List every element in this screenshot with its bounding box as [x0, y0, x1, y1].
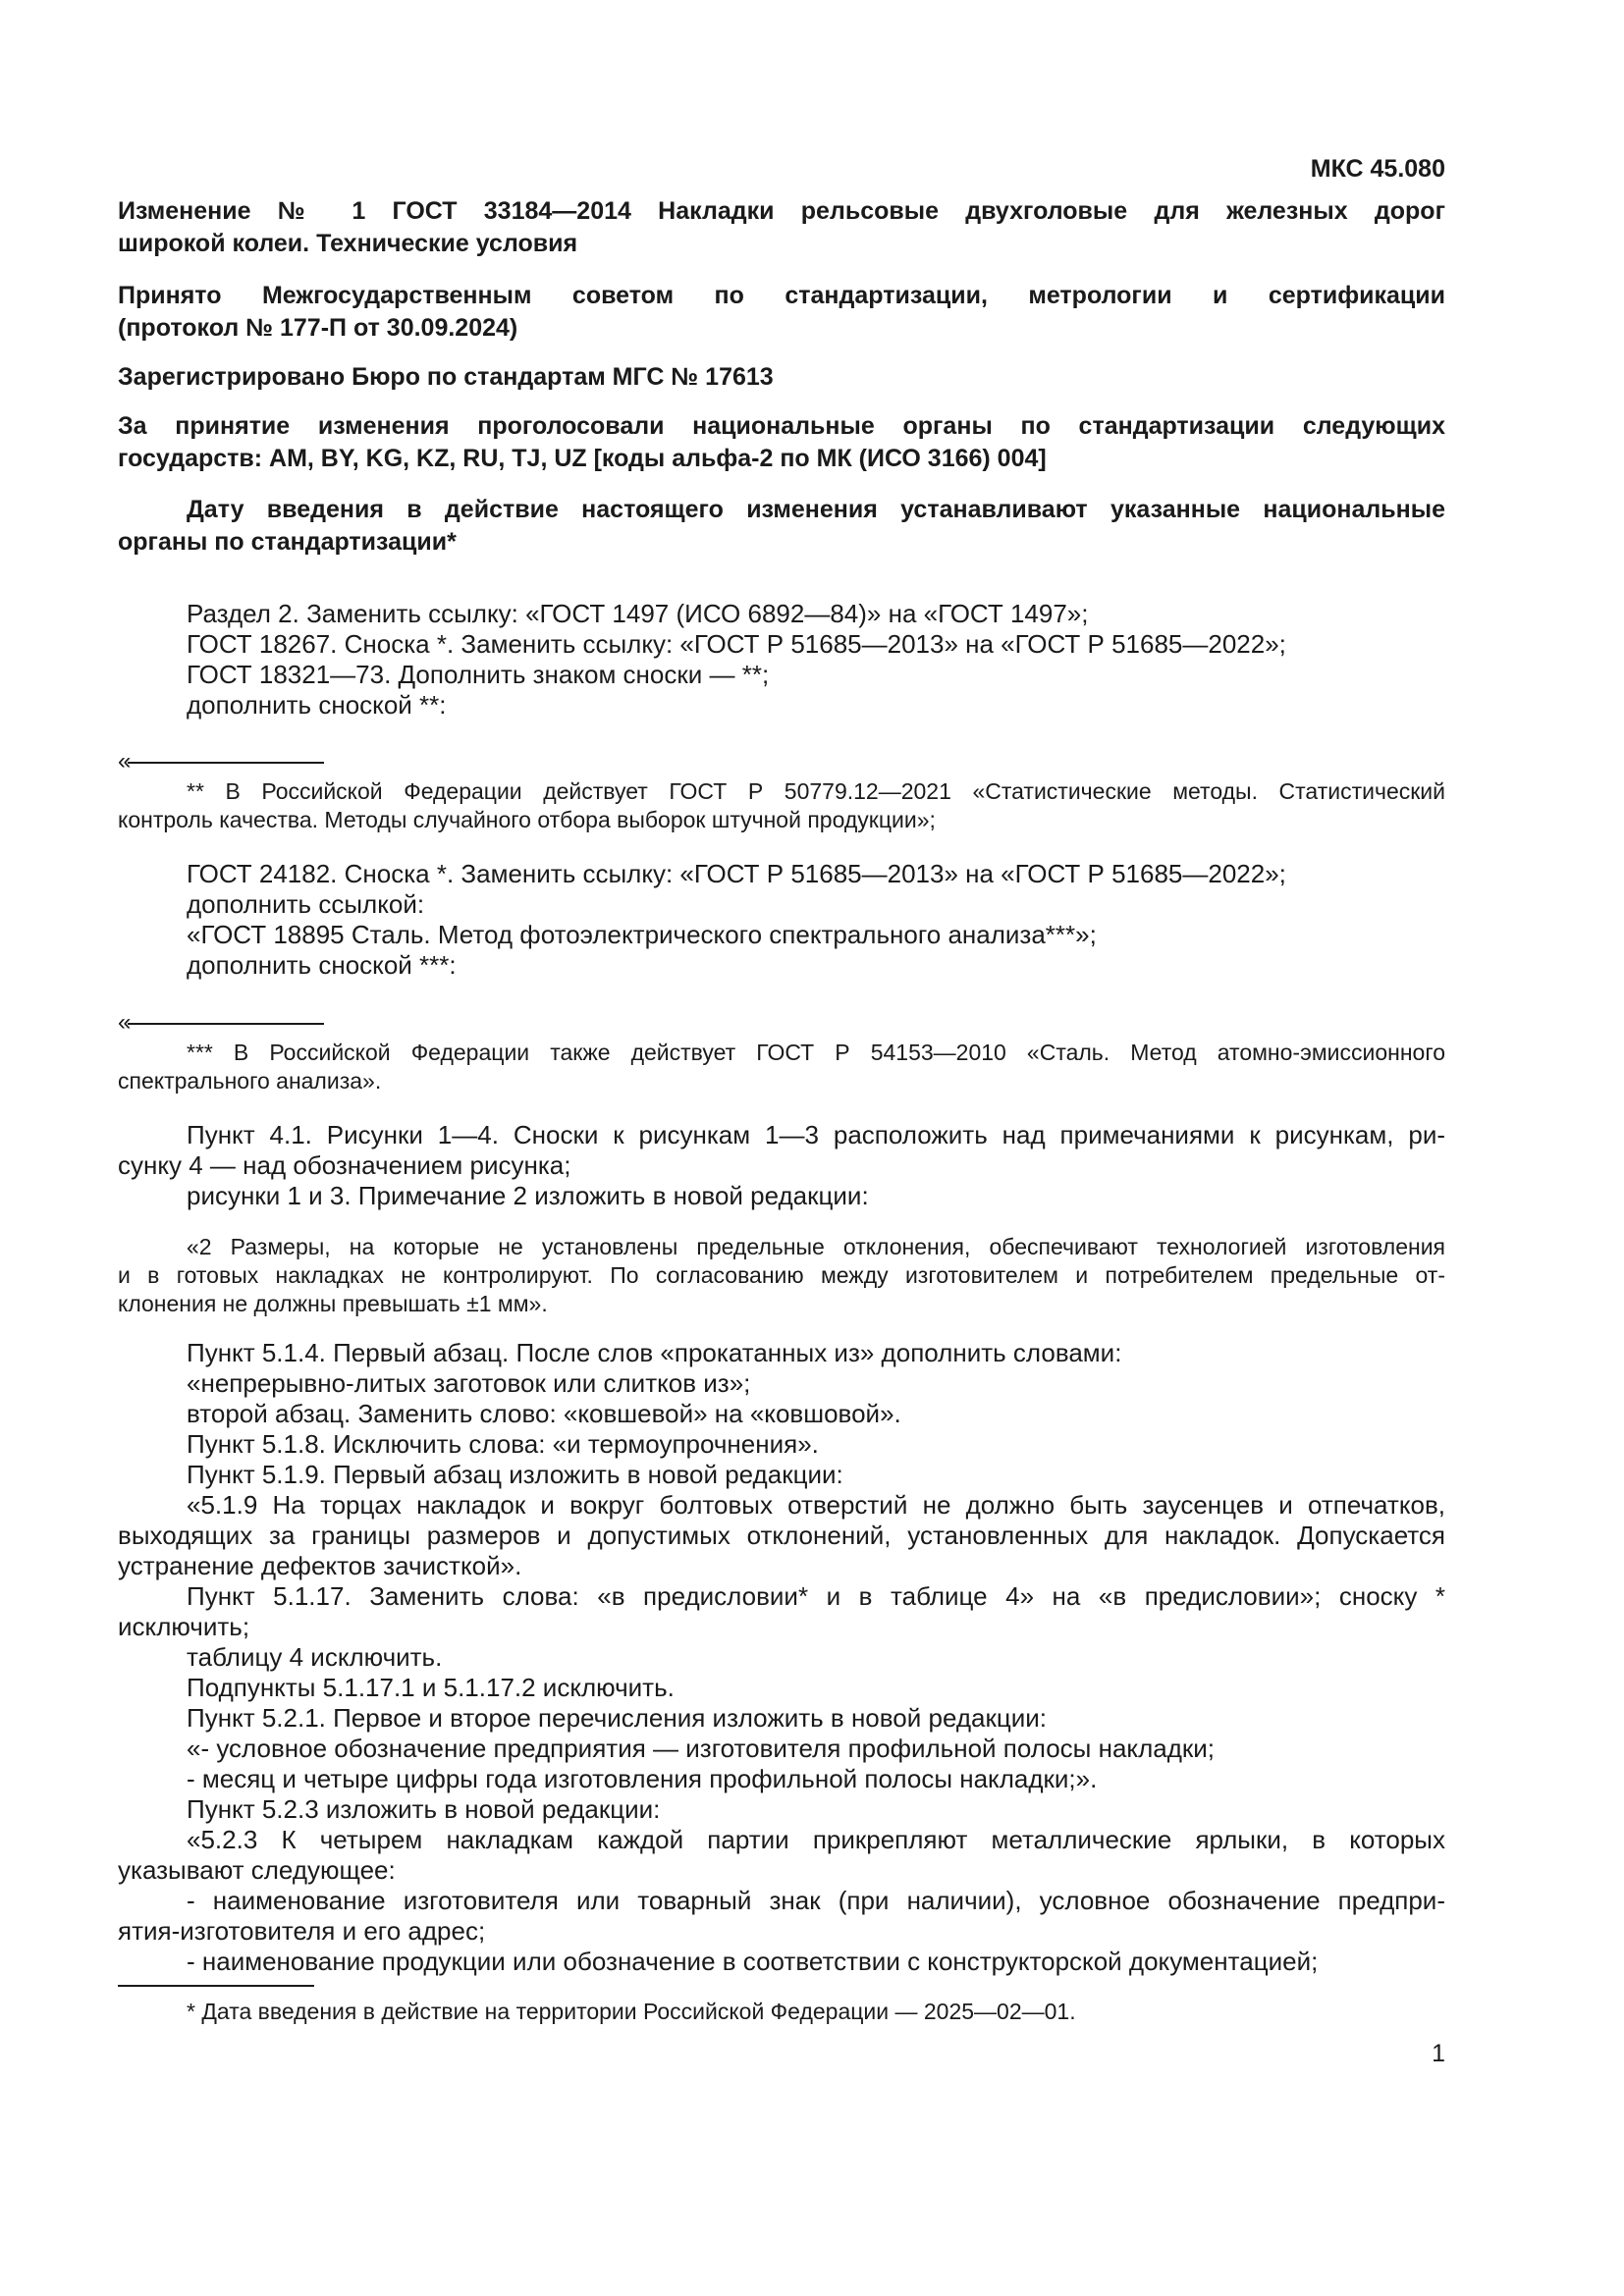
footnote-line: спектрального анализа».	[118, 1068, 382, 1094]
voted-line: государств: AM, BY, KG, KZ, RU, TJ, UZ [коды альфа-2 по МК (ИСО 3166) 004]	[118, 445, 1047, 472]
mks-code: МКС 45.080	[1310, 155, 1445, 183]
amendment-title-line: Изменение № 1 ГОСТ 33184—2014 Накладки рельсовые двухголовые для железных дорог	[118, 197, 1445, 225]
text-line: ГОСТ 18321—73. Дополнить знаком сноски — **;	[187, 660, 770, 689]
text-line: Пункт 5.2.3 изложить в новой редакции:	[187, 1794, 661, 1824]
amendment-title-line: широкой колеи. Технические условия	[118, 230, 578, 257]
text-line: «- условное обозначение предприятия — изготовителя профильной полосы накладки;	[187, 1734, 1215, 1763]
footnote-separator	[128, 762, 324, 764]
date-line: органы по стандартизации*	[118, 528, 457, 556]
text-line: сунку 4 — над обозначением рисунка;	[118, 1150, 571, 1180]
text-line: «5.1.9 На торцах накладок и вокруг болтовых отверстий не должно быть заусенцев и отпечатков,	[187, 1490, 1445, 1520]
text-line: дополнить ссылкой:	[187, 889, 425, 919]
text-line: Раздел 2. Заменить ссылку: «ГОСТ 1497 (ИСО 6892—84)» на «ГОСТ 1497»;	[187, 599, 1089, 628]
text-line: Пункт 5.1.4. Первый абзац. После слов «прокатанных из» дополнить словами:	[187, 1338, 1122, 1367]
date-line: Дату введения в действие настоящего изменения устанавливают указанные национальные	[187, 496, 1445, 523]
footnote-separator	[128, 1023, 324, 1025]
note-line: и в готовых накладках не контролируют. По согласованию между изготовителем и потребителем предельные от-	[118, 1262, 1445, 1288]
point-5-2-3-text	[118, 1825, 1445, 1977]
footnote-double-star	[118, 777, 1445, 834]
text-line: второй абзац. Заменить слово: «ковшевой» на «ковшовой».	[187, 1399, 901, 1428]
text-line: «непрерывно-литых заготовок или слитков из»;	[187, 1368, 751, 1398]
footnote-line: *** В Российской Федерации также действует ГОСТ Р 54153—2010 «Сталь. Метод атомно-эмиссионного	[187, 1040, 1445, 1065]
note-line: «2 Размеры, на которые не установлены предельные отклонения, обеспечивают технологией изготовления	[187, 1234, 1445, 1259]
point-5-1-9-text	[118, 1490, 1445, 1581]
text-line: «ГОСТ 18895 Сталь. Метод фотоэлектрического спектрального анализа***»;	[187, 920, 1097, 949]
text-line: «5.2.3 К четырем накладкам каждой партии прикрепляют металлические ярлыки, в которых	[187, 1825, 1445, 1854]
footnote-line: ** В Российской Федерации действует ГОСТ Р 50779.12—2021 «Статистические методы. Статистический	[187, 778, 1445, 804]
text-line: Подпункты 5.1.17.1 и 5.1.17.2 исключить.	[187, 1673, 675, 1702]
points-5-1-changes	[118, 1338, 1445, 1490]
point-5-1-17	[118, 1581, 1445, 1642]
amendment-title	[118, 195, 1445, 260]
page-number: 1	[1432, 2040, 1445, 2067]
text-line: ГОСТ 24182. Сноска *. Заменить ссылку: «ГОСТ Р 51685—2013» на «ГОСТ Р 51685—2022»;	[187, 859, 1286, 888]
section-2-changes	[118, 599, 1445, 721]
text-line: - наименование изготовителя или товарный знак (при наличии), условное обозначение предпри-	[187, 1886, 1445, 1915]
text-line: - месяц и четыре цифры года изготовления профильной полосы накладки;».	[187, 1764, 1098, 1793]
text-line: выходящих за границы размеров и допустимых отклонений, установленных для накладок. Допускается	[118, 1521, 1445, 1550]
voted-line: За принятие изменения проголосовали национальные органы по стандартизации следующих	[118, 412, 1445, 440]
text-line: ГОСТ 18267. Сноска *. Заменить ссылку: «ГОСТ Р 51685—2013» на «ГОСТ Р 51685—2022»;	[187, 629, 1286, 659]
introduction-date-statement	[118, 494, 1445, 559]
text-line: Пункт 5.1.9. Первый абзац изложить в новой редакции:	[187, 1460, 843, 1489]
text-line: ятия-изготовителя и его адрес;	[118, 1916, 486, 1946]
text-line: Пункт 5.1.17. Заменить слова: «в предисловии* и в таблице 4» на «в предисловии»; сноску *	[187, 1581, 1445, 1611]
text-line: дополнить сноской ***:	[187, 950, 457, 980]
accepted-line: (протокол № 177-П от 30.09.2024)	[118, 314, 518, 342]
text-line: Пункт 5.2.1. Первое и второе перечисления изложить в новой редакции:	[187, 1703, 1048, 1733]
accepted-line: Принято Межгосударственным советом по стандартизации, метрологии и сертификации	[118, 282, 1445, 309]
text-line: таблицу 4 исключить.	[187, 1642, 443, 1672]
accepted-statement	[118, 280, 1445, 345]
voted-statement	[118, 410, 1445, 475]
footnote-separator	[118, 1985, 314, 1987]
text-line: рисунки 1 и 3. Примечание 2 изложить в новой редакции:	[187, 1181, 869, 1210]
footnote-triple-star	[118, 1039, 1445, 1095]
text-line: Пункт 5.1.8. Исключить слова: «и термоупрочнения».	[187, 1429, 819, 1459]
gost-24182-changes	[118, 859, 1445, 981]
quote-mark: «	[118, 1009, 132, 1036]
text-line: дополнить сноской **:	[187, 690, 447, 720]
points-5-1-17-5-2-changes	[118, 1642, 1445, 1825]
point-4-1	[118, 1120, 1445, 1211]
text-line: Пункт 4.1. Рисунки 1—4. Сноски к рисункам 1—3 расположить над примечаниями к рисункам, ри-	[187, 1120, 1445, 1149]
footnote-line: контроль качества. Методы случайного отбора выборок штучной продукции»;	[118, 807, 936, 832]
text-line: устранение дефектов зачисткой».	[118, 1551, 522, 1580]
registered-statement: Зарегистрировано Бюро по стандартам МГС № 17613	[118, 363, 774, 391]
text-line: - наименование продукции или обозначение в соответствии с конструкторской документацией;	[187, 1947, 1319, 1976]
note-2-text	[118, 1233, 1445, 1318]
quote-mark: «	[118, 748, 132, 774]
note-line: клонения не должны превышать ±1 мм».	[118, 1291, 548, 1316]
footnote-single-star: * Дата введения в действие на территории Российской Федерации — 2025—02—01.	[187, 1999, 1076, 2024]
text-line: указывают следующее:	[118, 1855, 396, 1885]
text-line: исключить;	[118, 1612, 250, 1641]
